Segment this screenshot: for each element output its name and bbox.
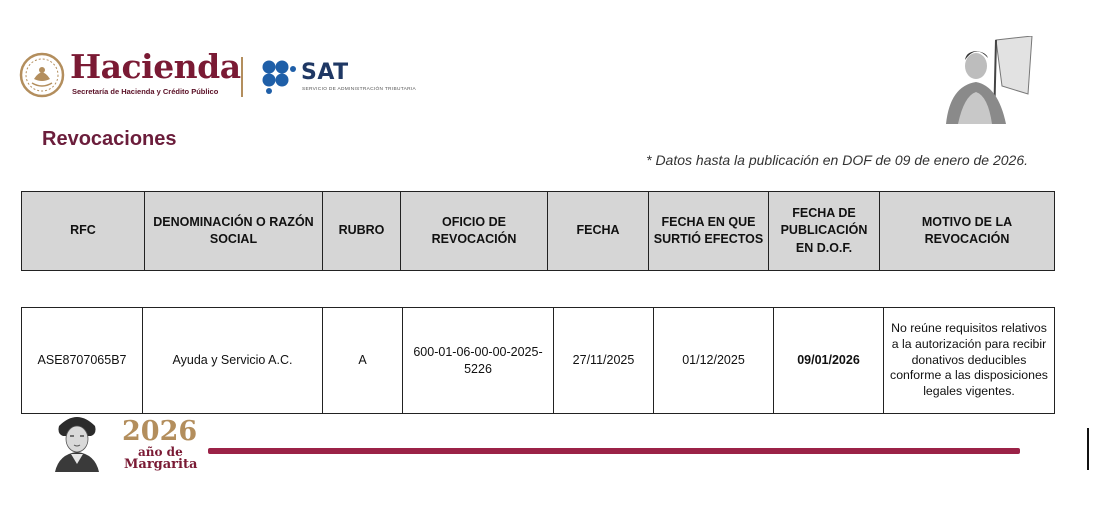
hacienda-subtitle: Secretaría de Hacienda y Crédito Público [72, 87, 219, 96]
cell-razon-social: Ayuda y Servicio A.C. [143, 308, 323, 414]
footer-divider-bar [208, 448, 1020, 454]
margarita-portrait-icon [51, 412, 103, 472]
sat-logo-icon [262, 60, 298, 94]
logo-divider [241, 57, 243, 97]
sat-logo-text: SAT [301, 60, 349, 85]
data-cutoff-note: * Datos hasta la publicación en DOF de 09 de enero de 2026. [646, 152, 1028, 168]
cell-fecha: 27/11/2025 [554, 308, 654, 414]
column-header-rubro: RUBRO [323, 192, 401, 271]
revocations-table-header [21, 191, 1055, 271]
national-seal-icon [19, 52, 65, 98]
column-header-surtio-efectos: FECHA EN QUE SURTIÓ EFECTOS [649, 192, 769, 271]
cell-rubro: A [323, 308, 403, 414]
page-title: Revocaciones [42, 128, 177, 150]
cell-oficio: 600-01-06-00-00-2025-5226 [403, 308, 554, 414]
cell-surtio-efectos: 01/12/2025 [654, 308, 774, 414]
hacienda-logo-text: Hacienda [70, 47, 241, 86]
year-2026-text: 2026 [122, 416, 198, 447]
column-header-motivo: MOTIVO DE LA REVOCACIÓN [880, 192, 1055, 271]
table-row [22, 308, 1055, 414]
column-header-rfc: RFC [22, 192, 145, 271]
year-subtitle-line1: año de [138, 445, 183, 459]
cell-rfc: ASE8707065B7 [22, 308, 143, 414]
cell-motivo: No reúne requisitos relativos a la autorización para recibir donativos deducibles conforme a las disposiciones legales vigentes. [884, 308, 1055, 414]
year-subtitle-line2: Margarita [124, 457, 198, 472]
revocations-table-body [21, 307, 1055, 414]
column-header-publicacion-dof: FECHA DE PUBLICACIÓN EN D.O.F. [769, 192, 880, 271]
sat-subtitle: SERVICIO DE ADMINISTRACIÓN TRIBUTARIA [302, 87, 416, 92]
column-header-fecha: FECHA [548, 192, 649, 271]
column-header-razon-social: DENOMINACIÓN O RAZÓN SOCIAL [145, 192, 323, 271]
heroine-flag-illustration-icon [936, 36, 1036, 126]
column-header-oficio: OFICIO DE REVOCACIÓN [401, 192, 548, 271]
cell-publicacion-dof: 09/01/2026 [774, 308, 884, 414]
text-cursor-icon [1087, 428, 1089, 470]
